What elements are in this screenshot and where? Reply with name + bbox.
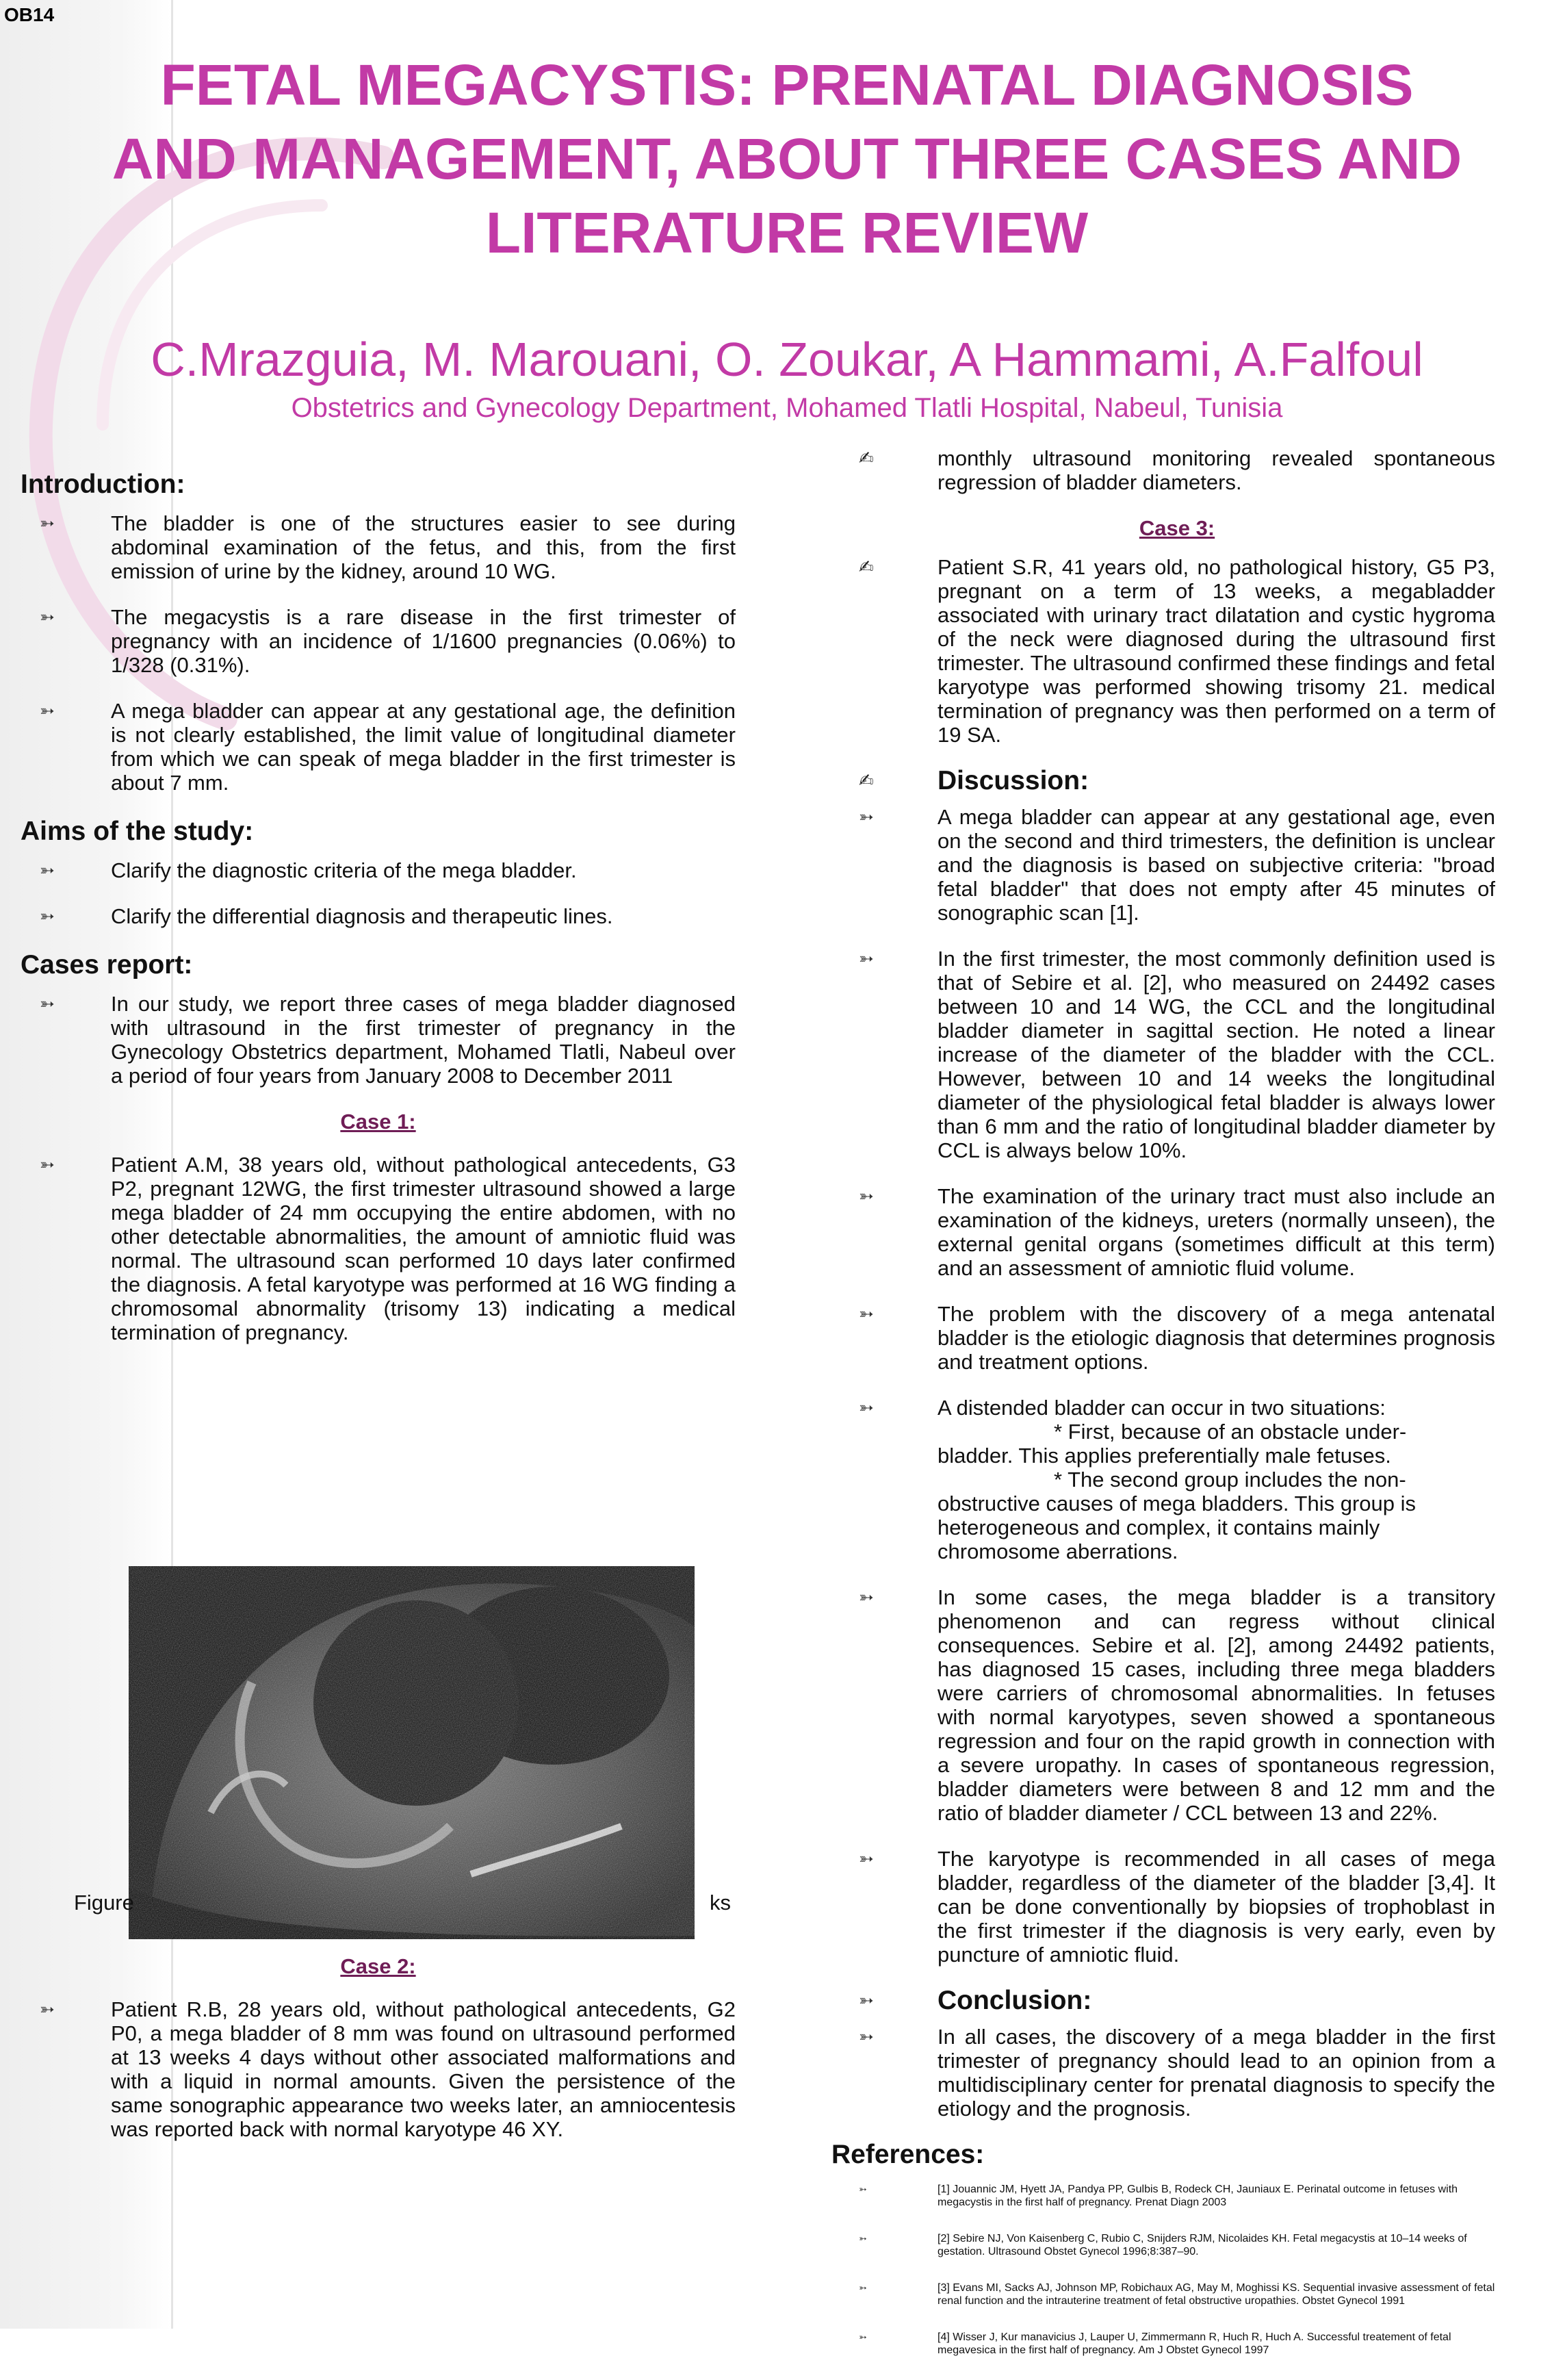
bullet-arrow-icon: ➳	[859, 806, 874, 827]
figure-caption: Figure ks	[74, 1891, 731, 1915]
bullet-arrow-icon: ➳	[859, 2233, 867, 2244]
conclusion-text: ➳ In all cases, the discovery of a mega bladder in the first trimester of pregnancy should lead to an opinion from a multidisciplinary center for prenatal diagnosis to specify the etiology and the prognosis.	[859, 2025, 1495, 2121]
discussion-item: ➳ In the first trimester, the most commonly definition used is that of Sebire et al. [2], who measured on 24492 cases between 10 and 14 WG, the CCL and the longitudinal bladder diameter in sagittal section. He noted a linear increase of the diameter of the bladder with the CCL. However, between 10 and 14 weeks the longitudinal diameter of the physiological fetal bladder is always lower than 6 mm and the ratio of longitudinal bladder diameter by CCL is always below 10%.	[859, 947, 1495, 1162]
poster-title	[89, 48, 1485, 270]
title-line: LITERATURE REVIEW	[485, 201, 1089, 265]
bullet-arrow-icon: ➳	[859, 1397, 874, 1418]
intro-item: ➳ The megacystis is a rare disease in the first trimester of pregnancy with an incidence of 1/1600 pregnancies (0.06%) to 1/328 (0.31%).	[40, 605, 736, 677]
aims-item: ➳ Clarify the diagnostic criteria of the mega bladder.	[40, 858, 577, 882]
pencil-check-icon: ✍	[859, 448, 874, 468]
case2-text: ➳ Patient R.B, 28 years old, without pathological antecedents, G2 P0, a mega bladder of 8 mm was found on ultrasound performed at 13 weeks 4 days without other associated malformations and with a liquid in normal amounts. Given the persistence of the same sonographic appearance two weeks later, an amniocentesis was reported back with normal karyotype 46 XY.	[40, 1997, 736, 2141]
reference-item: ➳ [3] Evans MI, Sacks AJ, Johnson MP, Robichaux AG, May M, Moghissi KS. Sequential invasive assessment of fetal renal function and the intrauterine treatment of fetal obstructive uropathies. Obstet Gynecol 1991	[859, 2282, 1495, 2307]
bullet-arrow-icon: ➳	[40, 906, 55, 926]
intro-item: ➳ The bladder is one of the structures easier to see during abdominal examination of the fetus, and this, from the first emission of urine by the kidney, around 10 WG.	[40, 511, 736, 583]
case2-followup: ✍ monthly ultrasound monitoring revealed spontaneous regression of bladder diameters.	[859, 446, 1495, 494]
cases-intro: ➳ In our study, we report three cases of mega bladder diagnosed with ultrasound in the first trimester of pregnancy in the Gynecology Obstetrics department, Mohamed Tlatli, Nabeul over a period of four years from January 2008 to December 2011	[40, 992, 736, 1088]
left-column-bottom	[21, 1942, 736, 2163]
bullet-arrow-icon: ➳	[40, 1999, 55, 2019]
bullet-arrow-icon: ➳	[859, 1186, 874, 1206]
authors: C.Mrazguia, M. Marouani, O. Zoukar, A Hammami, A.Falfoul	[151, 333, 1423, 386]
bullet-arrow-icon: ➳	[40, 860, 55, 880]
poster-id: OB14	[4, 4, 55, 25]
reference-item: ➳ [2] Sebire NJ, Von Kaisenberg C, Rubio C, Snijders RJM, Nicolaides KH. Fetal megacystis at 10–14 weeks of gestation. Ultrasound Obstet Gynecol 1996;8:387–90.	[859, 2233, 1467, 2257]
left-column	[21, 472, 736, 1366]
ultrasound-scan-graphic	[129, 1566, 695, 1939]
bullet-arrow-icon: ➳	[859, 2026, 874, 2047]
cases-heading: Cases report:	[21, 950, 193, 980]
discussion-item: ➳ The examination of the urinary tract must also include an examination of the kidneys, ureters (normally unseen), the external genital organs (sometimes difficult at this term) and an assessment of amniotic fluid volume.	[859, 1184, 1495, 1280]
bullet-arrow-icon: ➳	[859, 1848, 874, 1869]
discussion-item: ➳ The karyotype is recommended in all cases of mega bladder, regardless of the diameter of the bladder [3,4]. It can be done conventionally by biopsies of trophoblast in the first trimester if the diagnosis is very early, even by puncture of amniotic fluid.	[859, 1847, 1495, 1967]
intro-item: ➳ A mega bladder can appear at any gestational age, the definition is not clearly established, the limit value of longitudinal diameter from which we can speak of mega bladder in the first trimester is about 7 mm.	[40, 699, 736, 795]
bullet-arrow-icon: ➳	[859, 2282, 867, 2293]
discussion-heading-row: ✍ Discussion:	[859, 766, 1089, 795]
case3-text: ✍ Patient S.R, 41 years old, no pathological history, G5 P3, pregnant on a term of 13 weeks, a megabladder associated with urinary tract dilatation and cystic hygroma of the neck were diagnosed during the ultrasound first trimester. The ultrasound confirmed these findings and fetal karyotype was performed showing trisomy 21. medical termination of pregnancy was then performed on a term of 19 SA.	[859, 555, 1495, 747]
affiliation: Obstetrics and Gynecology Department, Mohamed Tlatli Hospital, Nabeul, Tunisia	[291, 393, 1283, 423]
bullet-arrow-icon: ➳	[859, 948, 874, 969]
title-line: AND MANAGEMENT, ABOUT THREE CASES AND	[112, 127, 1462, 191]
right-column	[831, 446, 1495, 2380]
discussion-item: ➳ A distended bladder can occur in two situations: * First, because of an obstacle under- bladder. This applies preferentially male fetuses. * The second group includes the non- obstructive causes of mega bladders. This group is heterogeneous and complex, it contains mainly chromosome aberrations.	[859, 1396, 1417, 1563]
bullet-arrow-icon: ➳	[859, 1303, 874, 1324]
title-line: FETAL MEGACYSTIS: PRENATAL DIAGNOSIS	[160, 53, 1414, 117]
bullet-arrow-icon: ➳	[40, 993, 55, 1014]
pencil-check-icon: ✍	[859, 556, 874, 577]
case3-heading: Case 3:	[1139, 516, 1215, 540]
case1-heading: Case 1:	[340, 1110, 416, 1134]
reference-item: ➳ [4] Wisser J, Kur manavicius J, Lauper U, Zimmermann R, Huch R, Huch A. Successful treatement of fetal megavesica in the first half of pregnancy. Am J Obstet Gynecol 1997	[859, 2331, 1451, 2356]
bullet-arrow-icon: ➳	[40, 1154, 55, 1175]
references-heading: References:	[831, 2140, 985, 2169]
bullet-arrow-icon: ➳	[40, 513, 55, 533]
aims-heading: Aims of the study:	[21, 817, 254, 846]
bullet-arrow-icon: ➳	[859, 2331, 867, 2342]
discussion-item: ➳ The problem with the discovery of a mega antenatal bladder is the etiologic diagnosis that determines prognosis and treatment options.	[859, 1302, 1495, 1374]
conclusion-heading-row: ➳ Conclusion:	[859, 1986, 1092, 2015]
discussion-item: ➳ A mega bladder can appear at any gestational age, even on the second and third trimesters, the definition is unclear and the diagnosis is based on subjective criteria: "broad fetal bladder" that does not empty after 45 minutes of sonographic scan [1].	[859, 805, 1495, 925]
discussion-item: ➳ In some cases, the mega bladder is a transitory phenomenon and can regress without clinical consequences. Sebire et al. [2], among 24492 patients, has diagnosed 15 cases, including three mega bladders were carriers of chromosomal abnormalities. In fetuses with normal karyotypes, seven showed a spontaneous regression and four on the rapid growth in connection with a severe uropathy. In cases of spontaneous regression, bladder diameters were between 8 and 12 mm and the ratio of bladder diameter / CCL between 13 and 22%.	[859, 1585, 1495, 1825]
bullet-arrow-icon: ➳	[859, 1587, 874, 1607]
bullet-arrow-icon: ➳	[40, 606, 55, 627]
reference-item: ➳ [1] Jouannic JM, Hyett JA, Pandya PP, Gulbis B, Rodeck CH, Jauniaux E. Perinatal outcome in fetuses with megacystis in the first half of pregnancy. Prenat Diagn 2003	[859, 2184, 1458, 2208]
ultrasound-image	[129, 1566, 695, 1939]
case2-heading: Case 2:	[340, 1954, 416, 1978]
case1-text: ➳ Patient A.M, 38 years old, without pathological antecedents, G3 P2, pregnant 12WG, the first trimester ultrasound showed a large mega bladder of 24 mm occupying the entire abdomen, with no other detectable abnormalities, the amount of amniotic fluid was normal. The ultrasound scan performed 10 days later confirmed the diagnosis. A fetal karyotype was performed at 16 WG finding a chromosomal abnormality (trisomy 13) indicating a medical termination of pregnancy.	[40, 1153, 736, 1344]
introduction-heading: Introduction:	[21, 470, 185, 499]
pencil-check-icon: ✍	[859, 770, 874, 791]
bullet-arrow-icon: ➳	[859, 2184, 867, 2195]
bullet-arrow-icon: ➳	[40, 700, 55, 721]
bullet-arrow-icon: ➳	[859, 1990, 874, 2010]
aims-item: ➳ Clarify the differential diagnosis and therapeutic lines.	[40, 904, 613, 928]
